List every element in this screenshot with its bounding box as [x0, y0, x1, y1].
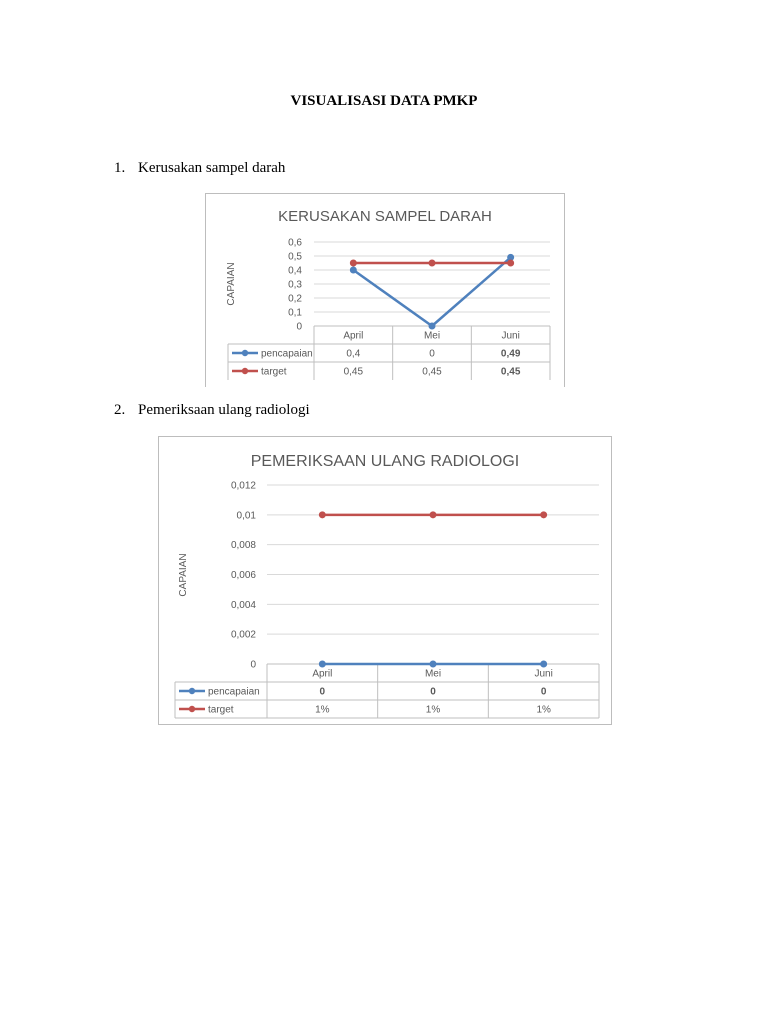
page-title: VISUALISASI DATA PMKP [290, 93, 478, 109]
chart-kerusakan-sampel-darah [205, 193, 565, 387]
data-point-pencapaian [319, 661, 326, 668]
chart-title: KERUSAKAN SAMPEL DARAH [278, 208, 492, 225]
data-point-pencapaian [430, 661, 437, 668]
legend-marker-pencapaian [242, 350, 248, 356]
data-point-target [319, 511, 326, 518]
y-tick-label: 0,2 [288, 293, 302, 305]
section-heading-text: Pemeriksaan ulang radiologi [138, 402, 310, 418]
x-category-label: April [343, 330, 364, 342]
legend-label: pencapaian [208, 686, 260, 698]
y-tick-label: 0,004 [230, 599, 256, 611]
data-point-target [507, 260, 514, 267]
y-tick-label: 0,008 [230, 540, 256, 552]
data-point-pencapaian [540, 661, 547, 668]
data-point-target [430, 511, 437, 518]
chart-pemeriksaan-ulang-radiologi [158, 436, 612, 725]
y-tick-label: 0,002 [230, 629, 256, 641]
section-number: 1. [114, 160, 126, 176]
y-tick-label: 0,6 [288, 237, 302, 249]
y-tick-label: 0,5 [288, 251, 302, 263]
x-category-label: Mei [423, 330, 441, 342]
series-line-pencapaian [353, 257, 510, 326]
y-tick-label: 0 [296, 321, 302, 333]
legend-label: target [261, 366, 287, 378]
y-tick-label: 0 [250, 659, 256, 671]
section-heading-text: Kerusakan sampel darah [138, 160, 286, 176]
y-tick-label: 0,012 [230, 480, 256, 492]
data-table-cell: 0 [430, 686, 436, 698]
y-axis-label: CAPAIAN [178, 553, 189, 597]
x-category-label: Juni [534, 668, 553, 680]
data-table-cell: 0,45 [500, 366, 521, 378]
legend-marker-pencapaian [189, 688, 195, 694]
data-table-cell: 0,49 [500, 348, 521, 360]
chart-svg [206, 194, 564, 387]
data-table-cell: 1% [536, 704, 551, 716]
data-point-pencapaian [350, 267, 357, 274]
data-table-cell: 0 [319, 686, 326, 698]
x-category-label: Juni [501, 330, 520, 342]
section-number: 2. [114, 402, 126, 418]
y-tick-label: 0,3 [288, 279, 302, 291]
y-axis-label: CAPAIAN [226, 262, 237, 306]
y-tick-label: 0,01 [236, 510, 256, 522]
data-point-pencapaian [429, 323, 436, 330]
data-point-target [350, 260, 357, 267]
data-table-cell: 0,4 [346, 348, 361, 360]
section-heading-2 [114, 402, 310, 419]
section-heading-1 [114, 160, 285, 177]
chart-title: PEMERIKSAAN ULANG RADIOLOGI [250, 453, 520, 470]
x-category-label: Mei [424, 668, 442, 680]
data-point-target [429, 260, 436, 267]
data-table-cell: 1% [425, 704, 441, 716]
data-table-cell: 0,45 [422, 366, 442, 378]
data-table-cell: 0 [429, 348, 435, 360]
y-tick-label: 0,4 [288, 265, 302, 277]
legend-label: target [208, 704, 234, 716]
legend-marker-target [242, 368, 248, 374]
data-table-cell: 0 [540, 686, 547, 698]
data-point-target [540, 511, 547, 518]
x-category-label: April [312, 668, 333, 680]
legend-marker-target [189, 706, 195, 712]
data-table-cell: 1% [315, 704, 330, 716]
y-tick-label: 0,006 [230, 570, 256, 581]
data-table-cell: 0,45 [343, 366, 364, 378]
y-tick-label: 0,1 [288, 307, 302, 319]
legend-label: pencapaian [261, 348, 313, 360]
chart-svg [159, 437, 611, 724]
